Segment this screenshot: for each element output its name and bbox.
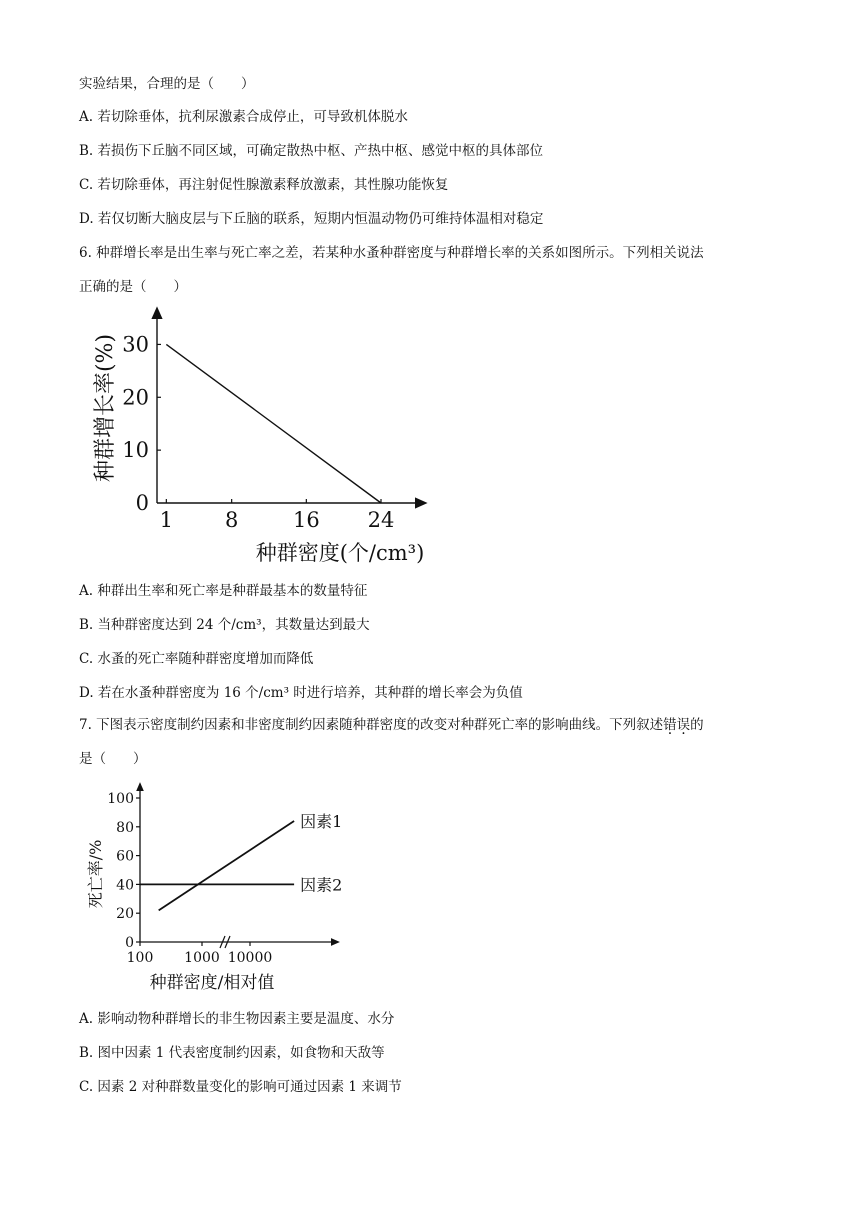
y-tick-label: 100 bbox=[107, 791, 134, 807]
question-6-stem-line-1: 6. 种群增长率是出生率与死亡率之差，若某种水蚤种群密度与种群增长率的关系如图所示。下列相关说法 bbox=[79, 245, 704, 261]
y-tick-label: 0 bbox=[135, 491, 149, 515]
y-tick-label: 40 bbox=[116, 877, 134, 894]
question-5-option-d: D. 若仅切断大脑皮层与下丘脑的联系，短期内恒温动物仍可维持体温相对稳定 bbox=[79, 211, 544, 227]
x-tick-label: 1 bbox=[159, 508, 174, 532]
question-5-option-a: A. 若切除垂体，抗利尿激素合成停止，可导致机体脱水 bbox=[79, 109, 408, 125]
question-6-stem-line-2: 正确的是（ ） bbox=[79, 279, 187, 295]
mortality-chart bbox=[82, 778, 382, 998]
x-axis-label: 种群密度(个/cm³) bbox=[255, 541, 425, 565]
question-6-option-b: B. 当种群密度达到 24 个/cm³，其数量达到最大 bbox=[79, 617, 370, 633]
x-tick-label: 1000 bbox=[184, 950, 220, 966]
question-7-option-b: B. 图中因素 1 代表密度制约因素，如食物和天敌等 bbox=[79, 1045, 385, 1061]
question-5-stem-tail: 实验结果，合理的是（ ） bbox=[79, 76, 255, 92]
question-6-option-d: D. 若在水蚤种群密度为 16 个/cm³ 时进行培养，其种群的增长率会为负值 bbox=[79, 685, 523, 701]
emphasis-char-2: 误 bbox=[676, 717, 691, 733]
y-tick-label: 30 bbox=[122, 332, 149, 357]
growth-rate-chart bbox=[82, 300, 462, 575]
y-axis-label: 死亡率/% bbox=[86, 839, 105, 909]
y-tick-label: 10 bbox=[122, 438, 149, 463]
y-tick-label: 80 bbox=[116, 819, 134, 836]
x-tick-label: 8 bbox=[224, 508, 239, 532]
x-tick-label: 10000 bbox=[227, 950, 273, 966]
question-5-option-b: B. 若损伤下丘脑不同区域，可确定散热中枢、产热中枢、感觉中枢的具体部位 bbox=[79, 143, 544, 159]
y-tick-label: 0 bbox=[125, 935, 134, 951]
question-5-option-c: C. 若切除垂体，再注射促性腺激素释放激素，其性腺功能恢复 bbox=[79, 177, 449, 193]
question-7-stem-line-1 bbox=[79, 716, 704, 734]
series-label-1: 因素1 bbox=[300, 812, 343, 832]
question-7-option-a: A. 影响动物种群增长的非生物因素主要是温度、水分 bbox=[79, 1011, 395, 1027]
question-7-option-c: C. 因素 2 对种群数量变化的影响可通过因素 1 来调节 bbox=[79, 1079, 402, 1095]
x-tick-label: 100 bbox=[126, 950, 154, 966]
x-axis-label: 种群密度/相对值 bbox=[149, 973, 275, 993]
growth-rate-line bbox=[166, 344, 381, 503]
y-tick-label: 20 bbox=[122, 385, 149, 410]
emphasis-char-1: 错 bbox=[663, 717, 677, 733]
y-tick-label: 60 bbox=[116, 848, 134, 865]
question-7-stem-line-2: 是（ ） bbox=[79, 751, 147, 767]
series-label-2: 因素2 bbox=[300, 875, 343, 895]
question-6-option-a: A. 种群出生率和死亡率是种群最基本的数量特征 bbox=[79, 583, 368, 599]
question-7-stem-text: 7. 下图表示密度制约因素和非密度制约因素随种群密度的改变对种群死亡率的影响曲线。下列叙述 bbox=[79, 717, 664, 733]
series-line-1 bbox=[159, 821, 294, 910]
y-tick-label: 20 bbox=[116, 906, 134, 923]
y-axis-label: 种群增长率(%) bbox=[93, 333, 118, 483]
question-6-option-c: C. 水蚤的死亡率随种群密度增加而降低 bbox=[79, 651, 314, 667]
question-7-stem-text-end: 的 bbox=[690, 717, 704, 733]
x-tick-label: 16 bbox=[292, 508, 320, 532]
x-tick-label: 24 bbox=[367, 508, 395, 532]
